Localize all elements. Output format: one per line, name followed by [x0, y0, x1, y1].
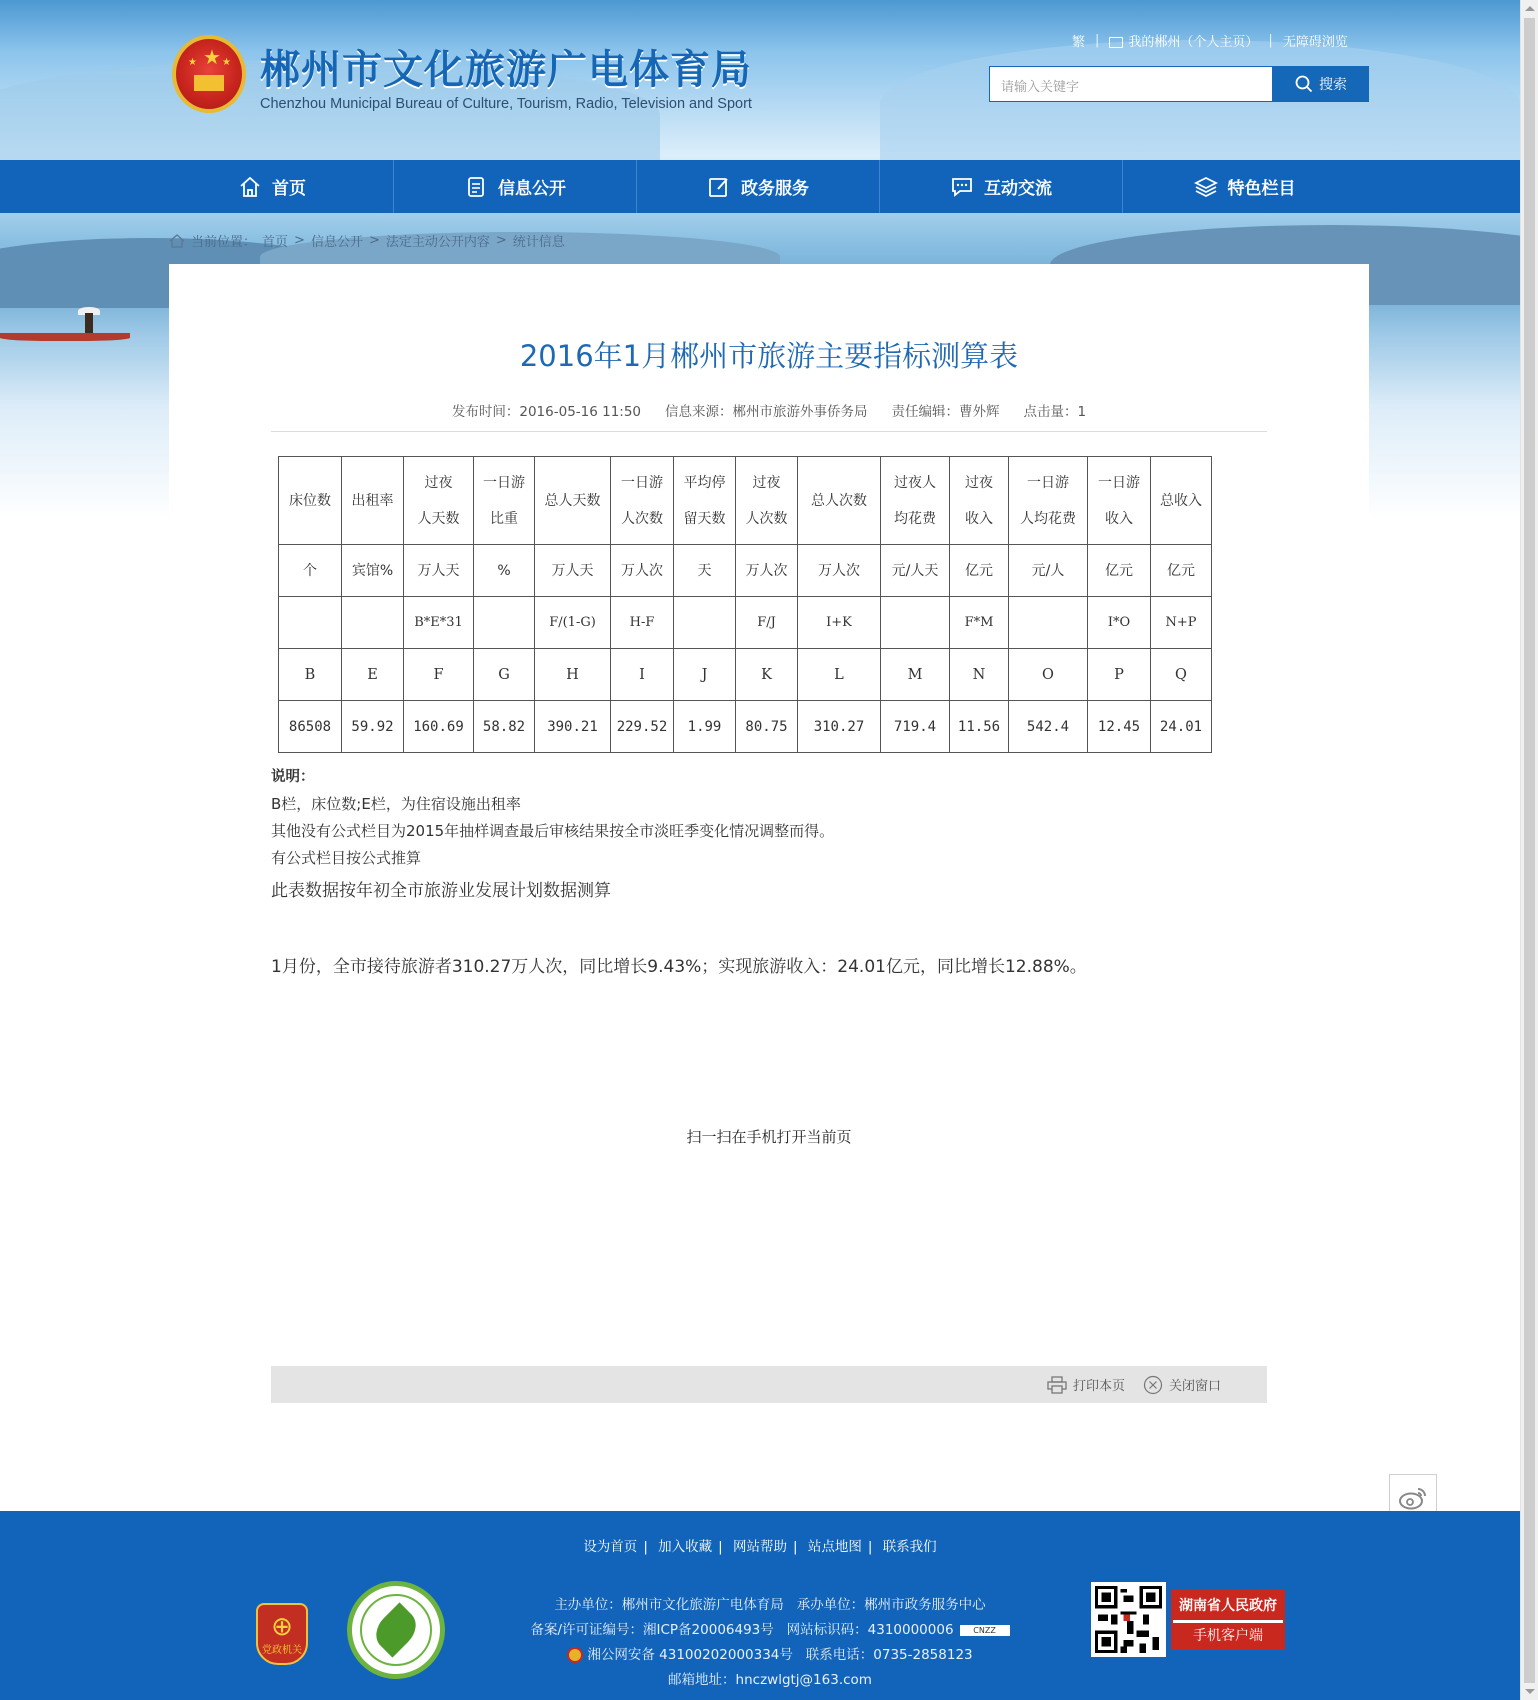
- table-unit-cell: 万人天: [404, 545, 474, 597]
- weibo-icon: [1398, 1485, 1428, 1511]
- table-value-cell: 160.69: [404, 701, 474, 753]
- header-line: 人均花费: [1020, 510, 1076, 527]
- hit-count: 点击量：1: [1023, 404, 1087, 420]
- table-letter-cell: H: [535, 649, 611, 701]
- table-letter-cell: M: [881, 649, 950, 701]
- table-value-cell: 390.21: [535, 701, 611, 753]
- icp-number[interactable]: 备案/许可证编号：湘ICP备20006493号: [530, 1622, 774, 1638]
- chat-icon: [950, 175, 974, 199]
- note-line: 有公式栏目按公式推算: [271, 849, 422, 867]
- article-title: 2016年1月郴州市旅游主要指标测算表: [519, 339, 1019, 373]
- printer-icon: [1047, 1376, 1067, 1394]
- info-source: 信息来源：郴州市旅游外事侨务局: [665, 404, 868, 420]
- print-label: 打印本页: [1072, 1379, 1125, 1394]
- layers-icon: [1194, 175, 1218, 199]
- header-line: 人天数: [417, 510, 460, 527]
- table-formula-cell: F*M: [950, 597, 1009, 649]
- table-letter-cell: K: [736, 649, 798, 701]
- table-unit-cell: 亿元: [950, 545, 1009, 597]
- table-formula-cell: [1009, 597, 1088, 649]
- table-formula-cell: [342, 597, 404, 649]
- table-unit-cell: 亿元: [1151, 545, 1212, 597]
- national-emblem-logo: ★ ★ ★: [172, 35, 246, 113]
- breadcrumb-item-info[interactable]: 信息公开: [310, 235, 363, 250]
- table-header-cell: [1088, 457, 1151, 545]
- mountain: [880, 40, 1520, 170]
- header-line: 一日游: [1098, 474, 1140, 491]
- cnzz-badge[interactable]: CNZZ: [960, 1625, 1010, 1636]
- table-formula-cell: N+P: [1151, 597, 1212, 649]
- header-line: 人次数: [745, 510, 788, 527]
- header-line: 一日游: [621, 474, 663, 491]
- email: 邮箱地址：hnczwlgtj@163.com: [668, 1672, 872, 1688]
- accessible-browse-link[interactable]: 无障碍浏览: [1282, 35, 1348, 50]
- nav-item-home[interactable]: [151, 160, 394, 213]
- home-icon: [169, 234, 185, 248]
- summary-text: 1月份，全市接待旅游者310.27万人次，同比增长9.43%；实现旅游收入：24.01亿元，同比增长12.88%。: [271, 957, 1087, 977]
- footer-link-favorite[interactable]: 加入收藏: [658, 1539, 713, 1555]
- sponsor: 主办单位：郴州市文化旅游广电体育局: [554, 1597, 784, 1613]
- table-value-cell: 80.75: [736, 701, 798, 753]
- footer: [0, 1511, 1520, 1700]
- header-line: 过夜: [965, 474, 993, 491]
- document-icon: [464, 175, 488, 199]
- home-icon: [238, 175, 262, 199]
- close-icon: [1143, 1375, 1163, 1395]
- notes: [271, 764, 834, 905]
- table-value-cell: 1.99: [674, 701, 736, 753]
- boat: [0, 333, 130, 341]
- table-letter-cell: E: [342, 649, 404, 701]
- search-button[interactable]: [1273, 66, 1369, 102]
- my-chenzhou-label: 我的郴州（个人主页）: [1128, 35, 1259, 50]
- separator: |: [1095, 33, 1100, 48]
- note-line: B栏，床位数;E栏，为住宿设施出租率: [271, 795, 521, 813]
- footer-link-contact[interactable]: 联系我们: [882, 1539, 937, 1555]
- breadcrumb-item-stats[interactable]: 统计信息: [512, 235, 565, 250]
- table-unit-cell: 万人次: [611, 545, 674, 597]
- vertical-scrollbar[interactable]: [1520, 0, 1538, 1700]
- table-letter-cell: F: [404, 649, 474, 701]
- header-line: 过夜: [424, 474, 453, 491]
- edit-icon: [707, 175, 731, 199]
- header-line: 收入: [965, 510, 993, 527]
- breadcrumb-label: 当前位置：: [191, 235, 257, 250]
- header-line: 平均停: [683, 474, 726, 491]
- table-header-cell: [474, 457, 535, 545]
- table-header-cell: [674, 457, 736, 545]
- table-letter-cell: Q: [1151, 649, 1212, 701]
- table-letter-cell: I: [611, 649, 674, 701]
- article-meta: [169, 400, 1369, 420]
- top-links: [1072, 31, 1348, 50]
- nav-item-gov-service[interactable]: [637, 160, 880, 213]
- table-header-cell: [798, 457, 881, 545]
- search-button-label: 搜索: [1319, 77, 1347, 93]
- main-nav: [0, 160, 1520, 213]
- table-header-cell: [950, 457, 1009, 545]
- traditional-chinese-link[interactable]: 繁: [1072, 35, 1086, 50]
- table-value-row: [279, 701, 1212, 753]
- nav-label: 特色栏目: [1227, 179, 1296, 199]
- qr-code: [1091, 1582, 1166, 1657]
- scroll-down-arrow[interactable]: [1525, 1689, 1535, 1694]
- print-button[interactable]: [1047, 1375, 1125, 1394]
- table-letter-cell: G: [474, 649, 535, 701]
- note-line: 其他没有公式栏目为2015年抽样调查最后审核结果按全市淡旺季变化情况调整而得。: [271, 822, 835, 840]
- nav-item-featured[interactable]: [1123, 160, 1366, 213]
- note-line-estimate: 此表数据按年初全市旅游业发展计划数据测算: [271, 881, 611, 901]
- hunan-gov-app-link[interactable]: [1171, 1590, 1285, 1650]
- header-line: 总人天数: [544, 492, 601, 509]
- footer-link-set-home[interactable]: 设为首页: [583, 1539, 638, 1555]
- table-unit-cell: %: [474, 545, 535, 597]
- hunan-app-subtitle: 手机客户端: [1173, 1622, 1283, 1648]
- table-formula-cell: I*O: [1088, 597, 1151, 649]
- nav-item-interaction[interactable]: [880, 160, 1123, 213]
- table-units-row: [279, 545, 1212, 597]
- table-header-cell: [1151, 457, 1212, 545]
- article-toolbar: [271, 1366, 1267, 1403]
- table-value-cell: 719.4: [881, 701, 950, 753]
- publish-time: 发布时间：2016-05-16 11:50: [451, 404, 642, 420]
- table-letter-row: [279, 649, 1212, 701]
- table-header-row: [279, 457, 1212, 545]
- footer-info: [0, 1593, 1538, 1693]
- scan-qr-text: 扫一扫在手机打开当前页: [686, 1128, 852, 1146]
- table-formula-cell: F/J: [736, 597, 798, 649]
- table-value-cell: 86508: [279, 701, 342, 753]
- table-value-cell: 11.56: [950, 701, 1009, 753]
- table-letter-cell: B: [279, 649, 342, 701]
- header-line: 均花费: [894, 510, 936, 527]
- table-formula-cell: F/(1-G): [535, 597, 611, 649]
- organizer: 承办单位：郴州市政务服务中心: [796, 1597, 986, 1613]
- my-chenzhou-link[interactable]: [1109, 31, 1258, 50]
- table-unit-cell: 万人次: [798, 545, 881, 597]
- header-line: 人次数: [621, 510, 663, 527]
- header-line: 床位数: [289, 492, 331, 509]
- police-record[interactable]: 湘公网安备 43100202000334号: [587, 1647, 793, 1663]
- table-header-cell: [1009, 457, 1088, 545]
- table-value-cell: 310.27: [798, 701, 881, 753]
- breadcrumb-sep: >: [495, 233, 507, 248]
- header-line: 比重: [490, 510, 518, 527]
- site-subtitle: Chenzhou Municipal Bureau of Culture, Tourism, Radio, Television and Sport: [260, 96, 752, 112]
- breadcrumb-sep: >: [368, 233, 380, 248]
- table-value-cell: 542.4: [1009, 701, 1088, 753]
- table-unit-cell: 元/人天: [881, 545, 950, 597]
- table-header-cell: [342, 457, 404, 545]
- breadcrumb-sep: >: [294, 233, 305, 248]
- separator: |: [1268, 33, 1273, 48]
- table-unit-cell: 宾馆%: [342, 545, 404, 597]
- table-formula-cell: [674, 597, 736, 649]
- table-header-cell: [736, 457, 798, 545]
- notes-title: 说明：: [271, 769, 315, 785]
- nav-label: 互动交流: [984, 179, 1052, 199]
- indicator-table: [278, 456, 1212, 753]
- header-line: 总收入: [1160, 492, 1202, 509]
- nav-label: 政务服务: [741, 179, 809, 199]
- header-line: 过夜: [752, 474, 781, 491]
- table-formula-row: [279, 597, 1212, 649]
- nav-item-info-public[interactable]: [394, 160, 637, 213]
- table-unit-cell: 个: [279, 545, 342, 597]
- footer-links: 设为首页 | 加入收藏 | 网站帮助 | 站点地图 | 联系我们: [583, 1539, 937, 1555]
- table-letter-cell: N: [950, 649, 1009, 701]
- boatman: [85, 313, 93, 333]
- monitor-icon: [1109, 37, 1123, 48]
- close-label: 关闭窗口: [1168, 1379, 1221, 1394]
- table-value-cell: 59.92: [342, 701, 404, 753]
- editor: 责任编辑：曹外辉: [891, 404, 1000, 420]
- content-card: [169, 264, 1369, 1510]
- header-line: 出租率: [351, 492, 394, 509]
- site-code: 网站标识码：4310000006: [786, 1622, 954, 1638]
- breadcrumb-item-legal[interactable]: 法定主动公开内容: [385, 235, 490, 250]
- table-formula-cell: [474, 597, 535, 649]
- table-unit-cell: 元/人: [1009, 545, 1088, 597]
- table-value-cell: 24.01: [1151, 701, 1212, 753]
- table-header-cell: [279, 457, 342, 545]
- badge-glyph: ⊕: [271, 1611, 293, 1642]
- table-header-cell: [881, 457, 950, 545]
- table-header-cell: [535, 457, 611, 545]
- badge-label: 党政机关: [262, 1644, 302, 1656]
- hunan-app-title: 湖南省人民政府: [1173, 1592, 1283, 1620]
- table-header-cell: [404, 457, 474, 545]
- breadcrumb-item-home[interactable]: 首页: [262, 235, 289, 250]
- table-unit-cell: 万人次: [736, 545, 798, 597]
- table-unit-cell: 亿元: [1088, 545, 1151, 597]
- divider: [271, 431, 1267, 432]
- table-formula-cell: B*E*31: [404, 597, 474, 649]
- scroll-thumb[interactable]: [1524, 18, 1535, 1683]
- nav-label: 信息公开: [498, 179, 566, 199]
- close-window-button[interactable]: [1143, 1375, 1221, 1395]
- table-letter-cell: O: [1009, 649, 1088, 701]
- header-line: 总人次数: [811, 492, 867, 509]
- header-line: 一日游: [483, 474, 525, 491]
- scroll-up-arrow[interactable]: [1525, 6, 1535, 11]
- search-input[interactable]: 请输入关键字: [989, 66, 1273, 102]
- phone: 联系电话：0735-2858123: [805, 1647, 973, 1663]
- table-unit-cell: 天: [674, 545, 736, 597]
- table-letter-cell: L: [798, 649, 881, 701]
- table-unit-cell: 万人天: [535, 545, 611, 597]
- header-line: 过夜人: [894, 474, 936, 491]
- header-line: 留天数: [683, 510, 726, 527]
- table-letter-cell: J: [674, 649, 736, 701]
- search-icon: [1295, 75, 1313, 93]
- breadcrumb: [169, 231, 565, 250]
- table-value-cell: 229.52: [611, 701, 674, 753]
- footer-link-help[interactable]: 网站帮助: [733, 1539, 787, 1555]
- table-formula-cell: [279, 597, 342, 649]
- table-formula-cell: [881, 597, 950, 649]
- table-letter-cell: P: [1088, 649, 1151, 701]
- header-line: 收入: [1105, 510, 1133, 527]
- table-value-cell: 58.82: [474, 701, 535, 753]
- table-formula-cell: H-F: [611, 597, 674, 649]
- site-title[interactable]: 郴州市文化旅游广电体育局: [260, 47, 752, 93]
- table-formula-cell: I+K: [798, 597, 881, 649]
- nav-label: 首页: [272, 179, 306, 199]
- police-emblem-icon: [567, 1647, 583, 1663]
- table-value-cell: 12.45: [1088, 701, 1151, 753]
- footer-link-sitemap[interactable]: 站点地图: [807, 1539, 862, 1555]
- table-header-cell: [611, 457, 674, 545]
- header-line: 一日游: [1027, 474, 1069, 491]
